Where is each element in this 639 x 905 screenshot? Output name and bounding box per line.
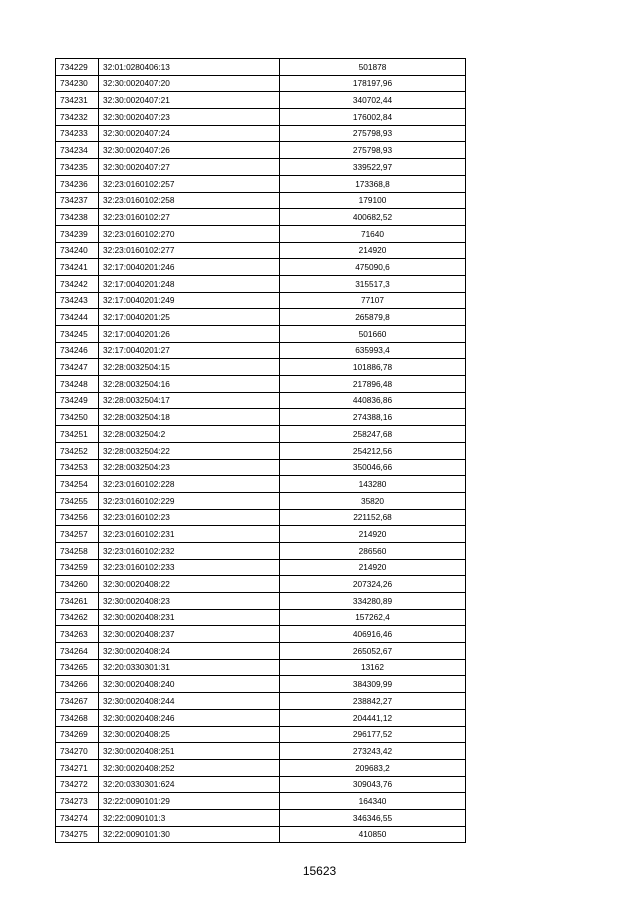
row-id-cell: 734245 (56, 326, 99, 343)
value-cell: 275798,93 (280, 142, 466, 159)
value-cell: 157262,4 (280, 609, 466, 626)
row-id-cell: 734266 (56, 676, 99, 693)
row-id-cell: 734250 (56, 409, 99, 426)
value-cell: 265879,8 (280, 309, 466, 326)
table-row (56, 526, 466, 543)
table-row (56, 142, 466, 159)
table-row (56, 392, 466, 409)
row-id-cell: 734265 (56, 659, 99, 676)
cadastral-number-cell: 32:17:0040201:26 (99, 326, 280, 343)
cadastral-number-cell: 32:30:0020408:22 (99, 576, 280, 593)
row-id-cell: 734231 (56, 92, 99, 109)
table-row (56, 92, 466, 109)
table-row (56, 542, 466, 559)
row-id-cell: 734232 (56, 109, 99, 126)
row-id-cell: 734238 (56, 209, 99, 226)
value-cell: 440836,86 (280, 392, 466, 409)
row-id-cell: 734275 (56, 826, 99, 843)
row-id-cell: 734243 (56, 292, 99, 309)
row-id-cell: 734240 (56, 242, 99, 259)
row-id-cell: 734236 (56, 175, 99, 192)
value-cell: 209683,2 (280, 759, 466, 776)
cadastral-number-cell: 32:23:0160102:232 (99, 542, 280, 559)
row-id-cell: 734270 (56, 743, 99, 760)
value-cell: 339522,97 (280, 159, 466, 176)
cadastral-number-cell: 32:23:0160102:258 (99, 192, 280, 209)
table-row (56, 192, 466, 209)
cadastral-number-cell: 32:23:0160102:23 (99, 509, 280, 526)
table-row (56, 476, 466, 493)
table-row (56, 342, 466, 359)
cadastral-number-cell: 32:30:0020407:23 (99, 109, 280, 126)
value-cell: 101886,78 (280, 359, 466, 376)
cadastral-number-cell: 32:30:0020407:27 (99, 159, 280, 176)
row-id-cell: 734253 (56, 459, 99, 476)
row-id-cell: 734247 (56, 359, 99, 376)
table-body (56, 59, 466, 843)
table-row (56, 326, 466, 343)
cadastral-number-cell: 32:28:0032504:23 (99, 459, 280, 476)
value-cell: 315517,3 (280, 275, 466, 292)
table-row (56, 109, 466, 126)
row-id-cell: 734252 (56, 442, 99, 459)
cadastral-number-cell: 32:28:0032504:18 (99, 409, 280, 426)
value-cell: 13162 (280, 659, 466, 676)
value-cell: 384309,99 (280, 676, 466, 693)
cadastral-number-cell: 32:23:0160102:270 (99, 225, 280, 242)
value-cell: 501878 (280, 59, 466, 76)
row-id-cell: 734251 (56, 426, 99, 443)
row-id-cell: 734258 (56, 542, 99, 559)
table-row (56, 659, 466, 676)
cadastral-number-cell: 32:30:0020408:244 (99, 693, 280, 710)
cadastral-number-cell: 32:17:0040201:249 (99, 292, 280, 309)
cadastral-number-cell: 32:30:0020408:240 (99, 676, 280, 693)
table-row (56, 242, 466, 259)
cadastral-number-cell: 32:23:0160102:27 (99, 209, 280, 226)
row-id-cell: 734263 (56, 626, 99, 643)
value-cell: 309043,76 (280, 776, 466, 793)
cadastral-number-cell: 32:22:0090101:29 (99, 793, 280, 810)
cadastral-number-cell: 32:28:0032504:17 (99, 392, 280, 409)
value-cell: 214920 (280, 526, 466, 543)
cadastral-number-cell: 32:17:0040201:25 (99, 309, 280, 326)
table-row (56, 225, 466, 242)
cadastral-number-cell: 32:30:0020408:23 (99, 593, 280, 610)
table-row (56, 359, 466, 376)
value-cell: 400682,52 (280, 209, 466, 226)
table-row (56, 59, 466, 76)
value-cell: 258247,68 (280, 426, 466, 443)
table-row (56, 125, 466, 142)
cadastral-number-cell: 32:30:0020407:20 (99, 75, 280, 92)
table-row (56, 593, 466, 610)
value-cell: 340702,44 (280, 92, 466, 109)
table-row (56, 459, 466, 476)
cadastral-number-cell: 32:22:0090101:3 (99, 809, 280, 826)
table-row (56, 376, 466, 393)
table-row (56, 793, 466, 810)
table-row (56, 776, 466, 793)
value-cell: 178197,96 (280, 75, 466, 92)
table-row (56, 175, 466, 192)
table-row (56, 726, 466, 743)
cadastral-number-cell: 32:28:0032504:15 (99, 359, 280, 376)
value-cell: 254212,56 (280, 442, 466, 459)
value-cell: 406916,46 (280, 626, 466, 643)
value-cell: 143280 (280, 476, 466, 493)
cadastral-number-cell: 32:17:0040201:246 (99, 259, 280, 276)
row-id-cell: 734246 (56, 342, 99, 359)
value-cell: 238842,27 (280, 693, 466, 710)
value-cell: 214920 (280, 559, 466, 576)
table-row (56, 292, 466, 309)
cadastral-number-cell: 32:23:0160102:231 (99, 526, 280, 543)
cadastral-number-cell: 32:30:0020408:251 (99, 743, 280, 760)
value-cell: 275798,93 (280, 125, 466, 142)
table-row (56, 75, 466, 92)
value-cell: 265052,67 (280, 643, 466, 660)
value-cell: 221152,68 (280, 509, 466, 526)
table-row (56, 309, 466, 326)
table-row (56, 626, 466, 643)
row-id-cell: 734237 (56, 192, 99, 209)
table-row (56, 609, 466, 626)
row-id-cell: 734264 (56, 643, 99, 660)
row-id-cell: 734273 (56, 793, 99, 810)
value-cell: 164340 (280, 793, 466, 810)
row-id-cell: 734274 (56, 809, 99, 826)
page-number: 15623 (302, 864, 337, 878)
value-cell: 77107 (280, 292, 466, 309)
data-table (55, 58, 466, 843)
value-cell: 635993,4 (280, 342, 466, 359)
row-id-cell: 734241 (56, 259, 99, 276)
value-cell: 214920 (280, 242, 466, 259)
table-row (56, 159, 466, 176)
table-row (56, 676, 466, 693)
table-row (56, 826, 466, 843)
row-id-cell: 734271 (56, 759, 99, 776)
cadastral-number-cell: 32:30:0020408:246 (99, 709, 280, 726)
cadastral-number-cell: 32:30:0020408:237 (99, 626, 280, 643)
cadastral-number-cell: 32:17:0040201:27 (99, 342, 280, 359)
row-id-cell: 734248 (56, 376, 99, 393)
row-id-cell: 734239 (56, 225, 99, 242)
row-id-cell: 734256 (56, 509, 99, 526)
value-cell: 217896,48 (280, 376, 466, 393)
cadastral-number-cell: 32:30:0020407:21 (99, 92, 280, 109)
cadastral-number-cell: 32:23:0160102:257 (99, 175, 280, 192)
table-row (56, 409, 466, 426)
cadastral-number-cell: 32:30:0020408:231 (99, 609, 280, 626)
value-cell: 176002,84 (280, 109, 466, 126)
table-row (56, 209, 466, 226)
table-row (56, 643, 466, 660)
cadastral-number-cell: 32:23:0160102:228 (99, 476, 280, 493)
value-cell: 71640 (280, 225, 466, 242)
cadastral-number-cell: 32:23:0160102:277 (99, 242, 280, 259)
value-cell: 350046,66 (280, 459, 466, 476)
row-id-cell: 734262 (56, 609, 99, 626)
value-cell: 410850 (280, 826, 466, 843)
value-cell: 346346,55 (280, 809, 466, 826)
value-cell: 334280,89 (280, 593, 466, 610)
cadastral-number-cell: 32:20:0330301:31 (99, 659, 280, 676)
row-id-cell: 734254 (56, 476, 99, 493)
row-id-cell: 734269 (56, 726, 99, 743)
cadastral-number-cell: 32:28:0032504:2 (99, 426, 280, 443)
row-id-cell: 734234 (56, 142, 99, 159)
row-id-cell: 734259 (56, 559, 99, 576)
value-cell: 204441,12 (280, 709, 466, 726)
table-row (56, 275, 466, 292)
row-id-cell: 734233 (56, 125, 99, 142)
value-cell: 286560 (280, 542, 466, 559)
cadastral-number-cell: 32:30:0020408:252 (99, 759, 280, 776)
cadastral-number-cell: 32:30:0020408:24 (99, 643, 280, 660)
value-cell: 35820 (280, 492, 466, 509)
value-cell: 179100 (280, 192, 466, 209)
value-cell: 273243,42 (280, 743, 466, 760)
table-row (56, 492, 466, 509)
table-row (56, 259, 466, 276)
table-row (56, 576, 466, 593)
value-cell: 475090,6 (280, 259, 466, 276)
cadastral-number-cell: 32:22:0090101:30 (99, 826, 280, 843)
cadastral-number-cell: 32:28:0032504:22 (99, 442, 280, 459)
row-id-cell: 734230 (56, 75, 99, 92)
value-cell: 207324,26 (280, 576, 466, 593)
table-row (56, 693, 466, 710)
table-row (56, 759, 466, 776)
row-id-cell: 734261 (56, 593, 99, 610)
value-cell: 501660 (280, 326, 466, 343)
cadastral-number-cell: 32:01:0280406:13 (99, 59, 280, 76)
cadastral-number-cell: 32:30:0020408:25 (99, 726, 280, 743)
table-row (56, 442, 466, 459)
row-id-cell: 734249 (56, 392, 99, 409)
row-id-cell: 734244 (56, 309, 99, 326)
cadastral-number-cell: 32:20:0330301:624 (99, 776, 280, 793)
row-id-cell: 734235 (56, 159, 99, 176)
cadastral-number-cell: 32:30:0020407:24 (99, 125, 280, 142)
row-id-cell: 734260 (56, 576, 99, 593)
table-row (56, 709, 466, 726)
cadastral-number-cell: 32:23:0160102:229 (99, 492, 280, 509)
table-row (56, 809, 466, 826)
value-cell: 173368,8 (280, 175, 466, 192)
row-id-cell: 734272 (56, 776, 99, 793)
row-id-cell: 734268 (56, 709, 99, 726)
row-id-cell: 734257 (56, 526, 99, 543)
row-id-cell: 734255 (56, 492, 99, 509)
table-row (56, 743, 466, 760)
cadastral-number-cell: 32:17:0040201:248 (99, 275, 280, 292)
table-row (56, 426, 466, 443)
cadastral-number-cell: 32:28:0032504:16 (99, 376, 280, 393)
table-row (56, 509, 466, 526)
value-cell: 274388,16 (280, 409, 466, 426)
row-id-cell: 734267 (56, 693, 99, 710)
table-row (56, 559, 466, 576)
row-id-cell: 734229 (56, 59, 99, 76)
cadastral-number-cell: 32:23:0160102:233 (99, 559, 280, 576)
value-cell: 296177,52 (280, 726, 466, 743)
row-id-cell: 734242 (56, 275, 99, 292)
cadastral-number-cell: 32:30:0020407:26 (99, 142, 280, 159)
